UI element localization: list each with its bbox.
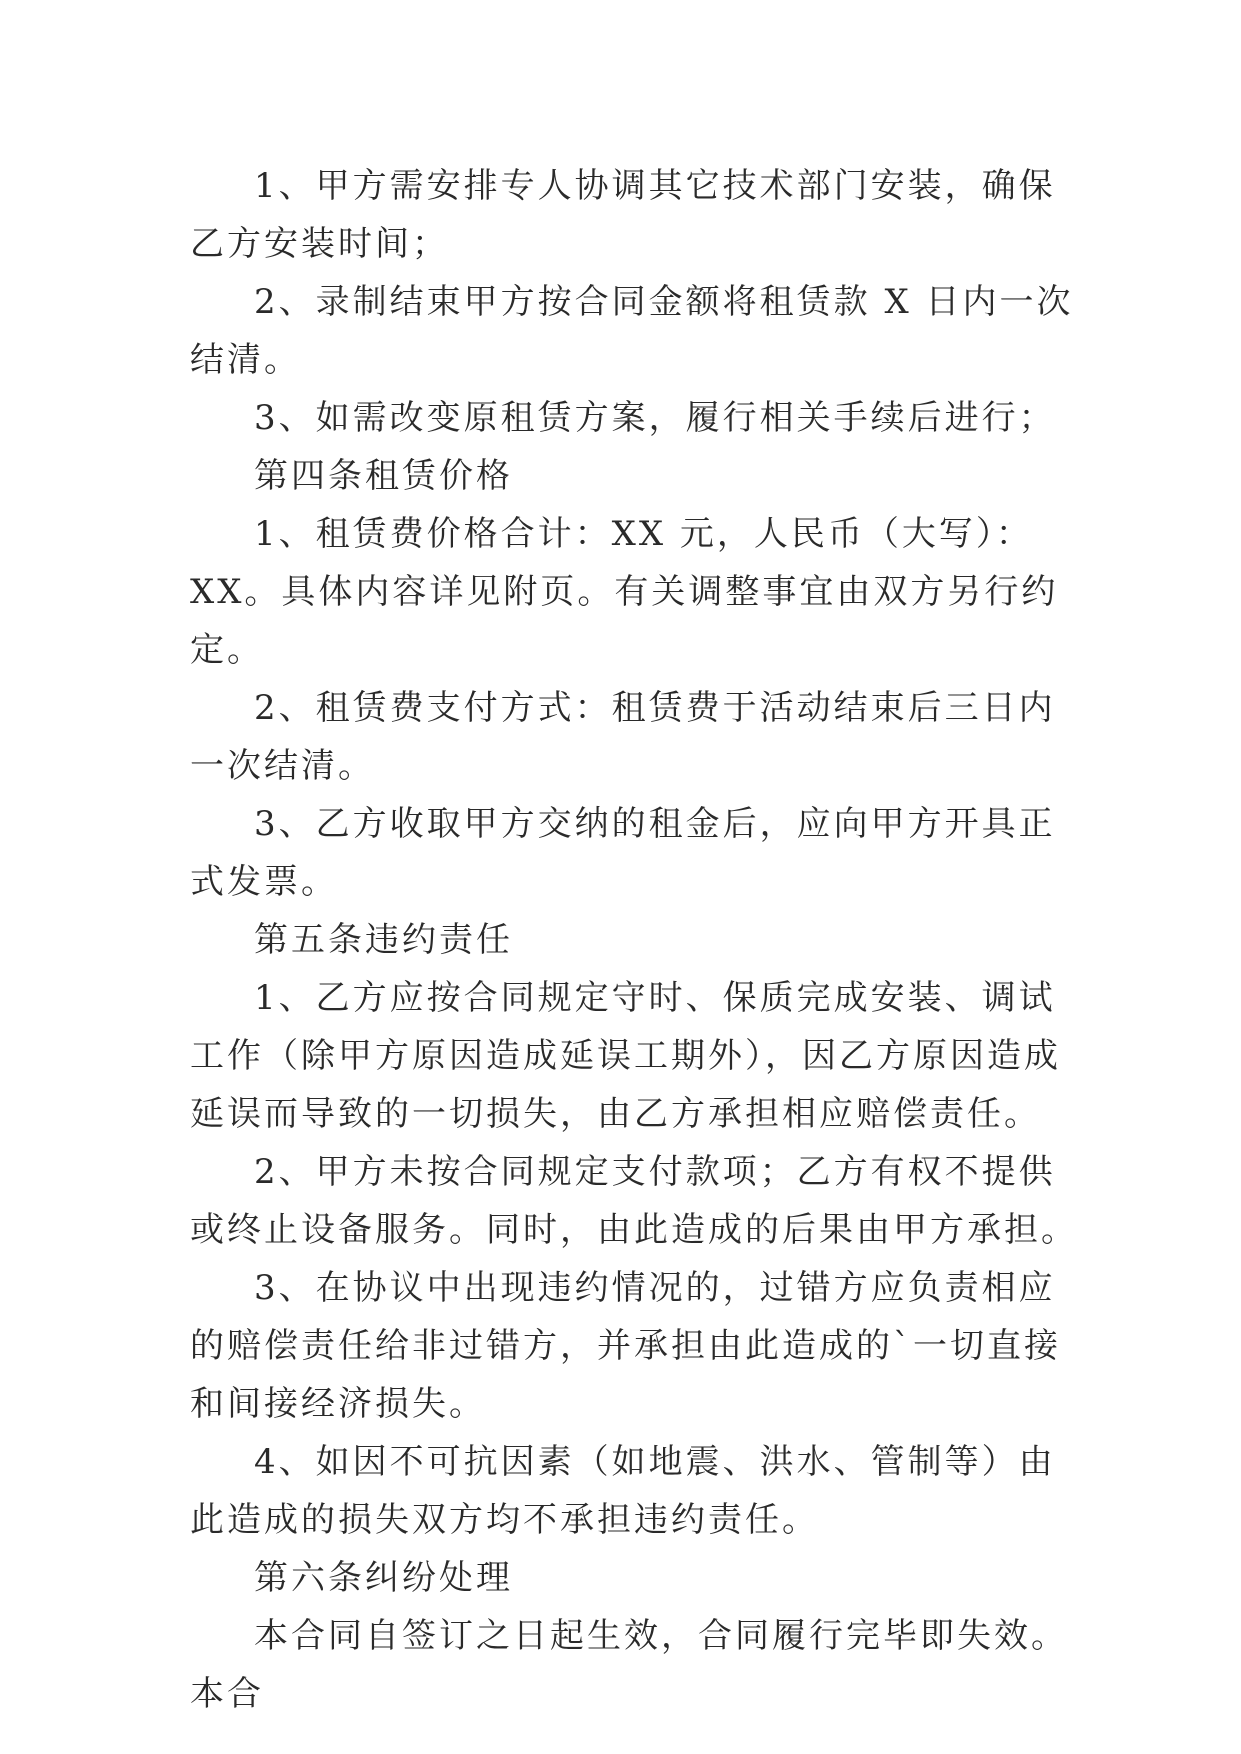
clause-paragraph: 3、乙方收取甲方交纳的租金后，应向甲方开具正式发票。 bbox=[190, 804, 1056, 902]
clause-paragraph: 1、租赁费价格合计：XX 元，人民币（大写）：XX。具体内容详见附页。有关调整事宜由双方另行约定。 bbox=[190, 514, 1059, 670]
contract-body bbox=[190, 157, 1090, 1723]
clause-paragraph: 2、甲方未按合同规定支付款项；乙方有权不提供或终止设备服务。同时，由此造成的后果由甲方承担。 bbox=[190, 1152, 1078, 1250]
clause-paragraph: 1、乙方应按合同规定守时、保质完成安装、调试工作（除甲方原因造成延误工期外），因乙方原因造成延误而导致的一切损失，由乙方承担相应赔偿责任。 bbox=[190, 978, 1061, 1134]
clause-paragraph: 3、如需改变原租赁方案，履行相关手续后进行； bbox=[254, 398, 1056, 438]
clause-paragraph: 2、录制结束甲方按合同金额将租赁款 X 日内一次结清。 bbox=[190, 282, 1074, 380]
section-heading: 第四条租赁价格 bbox=[254, 456, 513, 496]
clause-paragraph: 3、在协议中出现违约情况的，过错方应负责相应的赔偿责任给非过错方，并承担由此造成的`一切直接和间接经济损失。 bbox=[190, 1268, 1061, 1424]
clause-paragraph: 本合同自签订之日起生效，合同履行完毕即失效。本合 bbox=[190, 1616, 1068, 1714]
clause-paragraph: 2、租赁费支付方式：租赁费于活动结束后三日内一次结清。 bbox=[190, 688, 1056, 786]
clause-paragraph: 4、如因不可抗因素（如地震、洪水、管制等）由此造成的损失双方均不承担违约责任。 bbox=[190, 1442, 1056, 1540]
section-heading: 第五条违约责任 bbox=[254, 920, 513, 960]
section-heading: 第六条纠纷处理 bbox=[254, 1558, 513, 1598]
clause-paragraph: 1、甲方需安排专人协调其它技术部门安装，确保乙方安装时间； bbox=[190, 166, 1056, 264]
